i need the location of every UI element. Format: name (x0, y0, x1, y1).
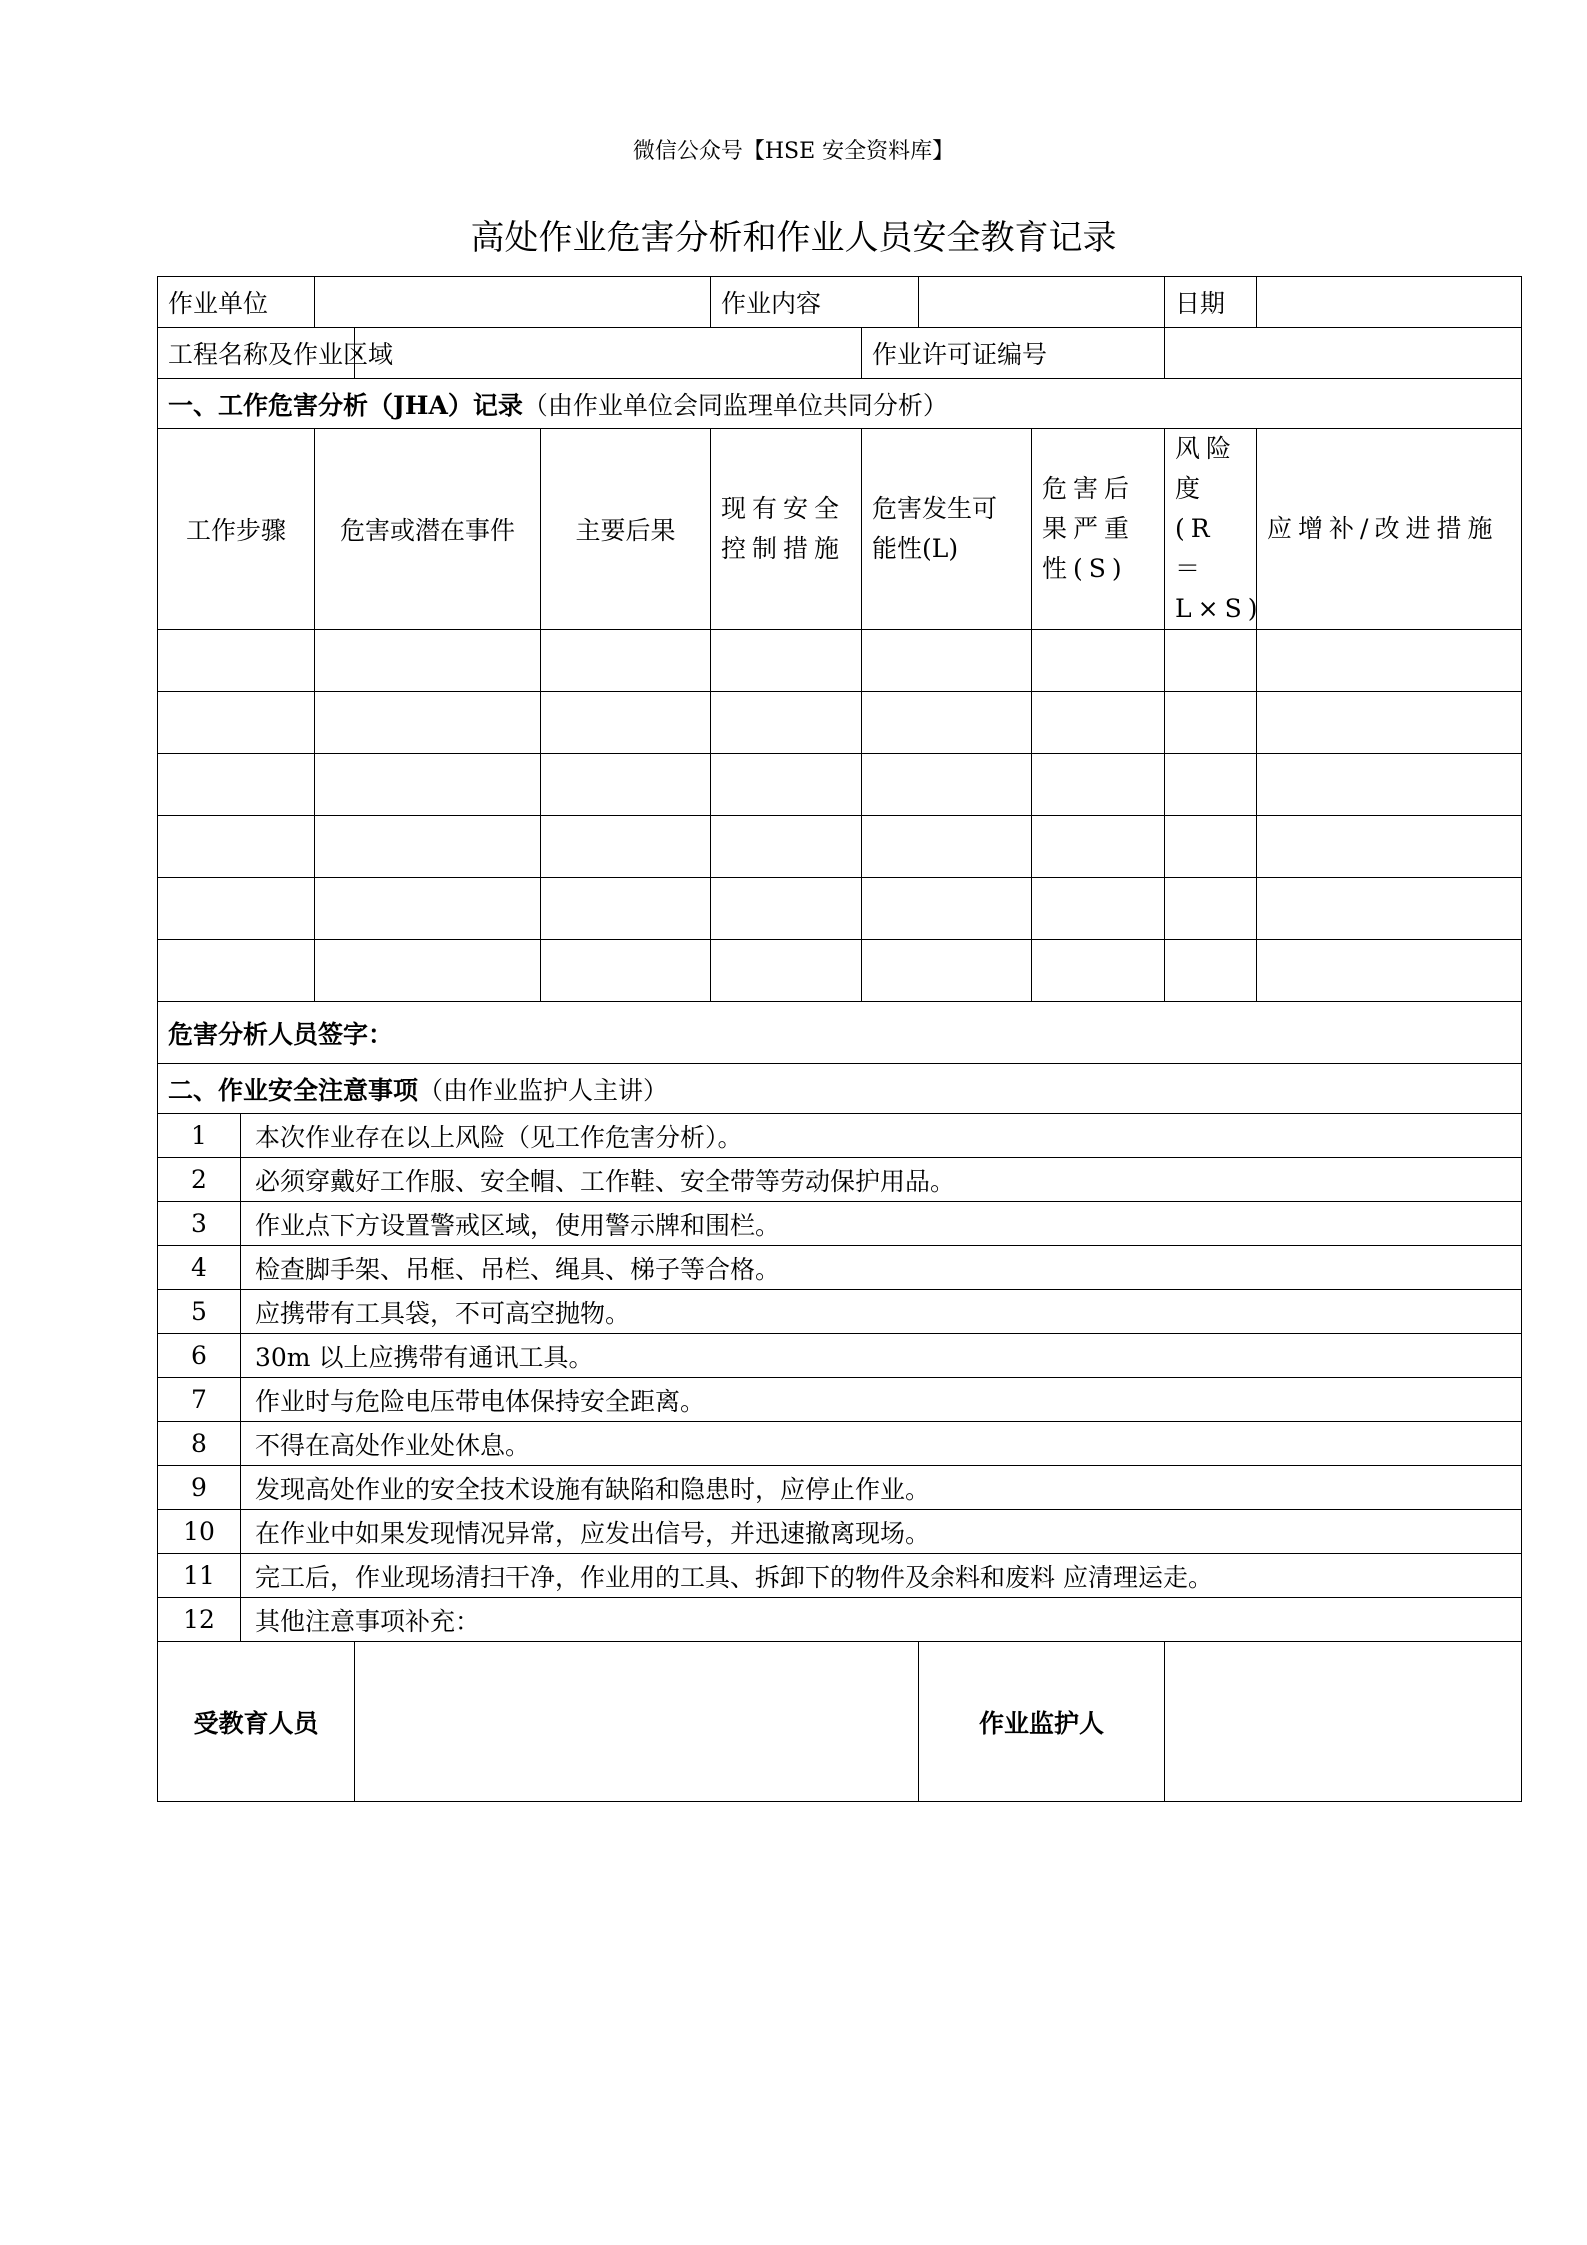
jha-row (158, 692, 1522, 754)
safety-item-text: 应携带有工具袋，不可高空抛物。 (241, 1290, 1522, 1334)
safety-item-text: 必须穿戴好工作服、安全帽、工作鞋、安全带等劳动保护用品。 (241, 1158, 1522, 1202)
jha-cell-severity[interactable] (1032, 816, 1165, 878)
col-header-risk: 风险度(R ＝ L×S) (1165, 429, 1257, 630)
jha-cell-risk[interactable] (1165, 940, 1257, 1002)
document-title: 高处作业危害分析和作业人员安全教育记录 (470, 218, 1117, 258)
date-label: 日期 (1165, 277, 1257, 328)
jha-cell-consequence[interactable] (541, 878, 711, 940)
jha-cell-consequence[interactable] (541, 940, 711, 1002)
safety-item-number: 1 (158, 1114, 241, 1158)
jha-cell-severity[interactable] (1032, 754, 1165, 816)
col-header-step: 工作步骤 (158, 429, 315, 630)
jha-cell-likelihood[interactable] (862, 692, 1032, 754)
safety-item-number: 10 (158, 1510, 241, 1554)
jha-section-title (158, 379, 1522, 429)
jha-cell-step[interactable] (158, 630, 315, 692)
safety-item-number: 5 (158, 1290, 241, 1334)
safety-item (158, 1158, 1522, 1202)
jha-cell-step[interactable] (158, 692, 315, 754)
jha-cell-likelihood[interactable] (862, 940, 1032, 1002)
jha-cell-controls[interactable] (711, 630, 862, 692)
safety-item-text: 不得在高处作业处休息。 (241, 1422, 1522, 1466)
safety-item (158, 1202, 1522, 1246)
safety-section-row (158, 1064, 1522, 1114)
safety-section-title (158, 1064, 1522, 1114)
safety-item (158, 1422, 1522, 1466)
safety-item-number: 12 (158, 1598, 241, 1642)
col-header-controls: 现有安全控制措施 (711, 429, 862, 630)
guardian-field[interactable] (1165, 1642, 1522, 1802)
header-note: 微信公众号【HSE 安全资料库】 (632, 139, 955, 164)
jha-signature-row (158, 1002, 1522, 1064)
jha-cell-consequence[interactable] (541, 816, 711, 878)
safety-item-text: 在作业中如果发现情况异常，应发出信号，并迅速撤离现场。 (241, 1510, 1522, 1554)
date-field[interactable] (1257, 277, 1522, 328)
safety-item (158, 1598, 1522, 1642)
safety-item-number: 3 (158, 1202, 241, 1246)
jha-cell-improvements[interactable] (1257, 692, 1522, 754)
content-field[interactable] (919, 277, 1165, 328)
permit-field[interactable] (1165, 328, 1522, 379)
safety-item-text: 作业时与危险电压带电体保持安全距离。 (241, 1378, 1522, 1422)
safety-item (158, 1290, 1522, 1334)
safety-item-number: 6 (158, 1334, 241, 1378)
safety-item (158, 1114, 1522, 1158)
safety-item-number: 11 (158, 1554, 241, 1598)
jha-cell-improvements[interactable] (1257, 816, 1522, 878)
jha-cell-consequence[interactable] (541, 754, 711, 816)
jha-cell-improvements[interactable] (1257, 630, 1522, 692)
jha-cell-hazard[interactable] (315, 940, 541, 1002)
jha-row (158, 630, 1522, 692)
jha-header-row (158, 429, 1522, 630)
safety-item (158, 1246, 1522, 1290)
jha-section-row (158, 379, 1522, 429)
safety-item-text: 完工后，作业现场清扫干净，作业用的工具、拆卸下的物件及余料和废料 应清理运走。 (241, 1554, 1522, 1598)
jha-cell-likelihood[interactable] (862, 816, 1032, 878)
jha-cell-hazard[interactable] (315, 878, 541, 940)
jha-cell-likelihood[interactable] (862, 754, 1032, 816)
jha-row (158, 754, 1522, 816)
jha-row (158, 940, 1522, 1002)
safety-item (158, 1510, 1522, 1554)
info-row-2 (158, 328, 1522, 379)
jha-cell-risk[interactable] (1165, 878, 1257, 940)
safety-item-text[interactable]: 其他注意事项补充： (241, 1598, 1522, 1642)
guardian-label: 作业监护人 (919, 1642, 1165, 1802)
jha-cell-controls[interactable] (711, 692, 862, 754)
trainees-label: 受教育人员 (158, 1642, 355, 1802)
safety-item-text: 30m 以上应携带有通讯工具。 (241, 1334, 1522, 1378)
jha-cell-risk[interactable] (1165, 816, 1257, 878)
col-header-consequence: 主要后果 (541, 429, 711, 630)
jha-cell-hazard[interactable] (315, 630, 541, 692)
signoff-row (158, 1642, 1522, 1802)
col-header-improvements: 应增补/改进措施 (1257, 429, 1522, 630)
project-label: 工程名称及作业区域 (158, 328, 355, 379)
project-field[interactable] (355, 328, 862, 379)
jha-section-note: （由作业单位会同监理单位共同分析） (522, 390, 948, 420)
content-label: 作业内容 (711, 277, 919, 328)
safety-item-text: 作业点下方设置警戒区域，使用警示牌和围栏。 (241, 1202, 1522, 1246)
jha-row (158, 816, 1522, 878)
jha-cell-step[interactable] (158, 940, 315, 1002)
jha-cell-severity[interactable] (1032, 692, 1165, 754)
jha-cell-severity[interactable] (1032, 630, 1165, 692)
jha-section-heading: 一、工作危害分析（JHA）记录 (168, 390, 523, 420)
jha-cell-step[interactable] (158, 816, 315, 878)
trainees-field[interactable] (355, 1642, 919, 1802)
jha-cell-hazard[interactable] (315, 816, 541, 878)
permit-label: 作业许可证编号 (862, 328, 1165, 379)
jha-cell-risk[interactable] (1165, 754, 1257, 816)
jha-cell-hazard[interactable] (315, 692, 541, 754)
jha-cell-consequence[interactable] (541, 692, 711, 754)
safety-item (158, 1334, 1522, 1378)
jha-cell-likelihood[interactable] (862, 630, 1032, 692)
unit-label: 作业单位 (158, 277, 315, 328)
jha-cell-hazard[interactable] (315, 754, 541, 816)
jha-signature-label[interactable]: 危害分析人员签字： (158, 1002, 1522, 1064)
jha-cell-improvements[interactable] (1257, 878, 1522, 940)
jha-cell-controls[interactable] (711, 940, 862, 1002)
safety-item-number: 4 (158, 1246, 241, 1290)
col-header-likelihood: 危害发生可能性(L) (862, 429, 1032, 630)
jha-cell-improvements[interactable] (1257, 940, 1522, 1002)
safety-item-number: 9 (158, 1466, 241, 1510)
info-row-1 (158, 277, 1522, 328)
jha-cell-controls[interactable] (711, 878, 862, 940)
safety-section-note: （由作业监护人主讲） (418, 1075, 669, 1105)
col-header-hazard: 危害或潜在事件 (315, 429, 541, 630)
safety-item-text: 检查脚手架、吊框、吊栏、绳具、梯子等合格。 (241, 1246, 1522, 1290)
record-form (157, 276, 1522, 1802)
safety-item (158, 1554, 1522, 1598)
jha-cell-severity[interactable] (1032, 940, 1165, 1002)
jha-cell-severity[interactable] (1032, 878, 1165, 940)
safety-item (158, 1466, 1522, 1510)
jha-cell-controls[interactable] (711, 754, 862, 816)
jha-cell-step[interactable] (158, 754, 315, 816)
jha-row (158, 878, 1522, 940)
safety-item-text: 发现高处作业的安全技术设施有缺陷和隐患时，应停止作业。 (241, 1466, 1522, 1510)
jha-cell-risk[interactable] (1165, 630, 1257, 692)
jha-cell-improvements[interactable] (1257, 754, 1522, 816)
jha-cell-consequence[interactable] (541, 630, 711, 692)
col-header-severity: 危害后果严重性(S) (1032, 429, 1165, 630)
jha-cell-controls[interactable] (711, 816, 862, 878)
safety-item (158, 1378, 1522, 1422)
unit-field[interactable] (315, 277, 711, 328)
jha-cell-likelihood[interactable] (862, 878, 1032, 940)
jha-cell-risk[interactable] (1165, 692, 1257, 754)
safety-item-number: 7 (158, 1378, 241, 1422)
jha-cell-step[interactable] (158, 878, 315, 940)
safety-section-heading: 二、作业安全注意事项 (168, 1075, 419, 1105)
safety-item-number: 2 (158, 1158, 241, 1202)
safety-item-text: 本次作业存在以上风险（见工作危害分析）。 (241, 1114, 1522, 1158)
safety-item-number: 8 (158, 1422, 241, 1466)
